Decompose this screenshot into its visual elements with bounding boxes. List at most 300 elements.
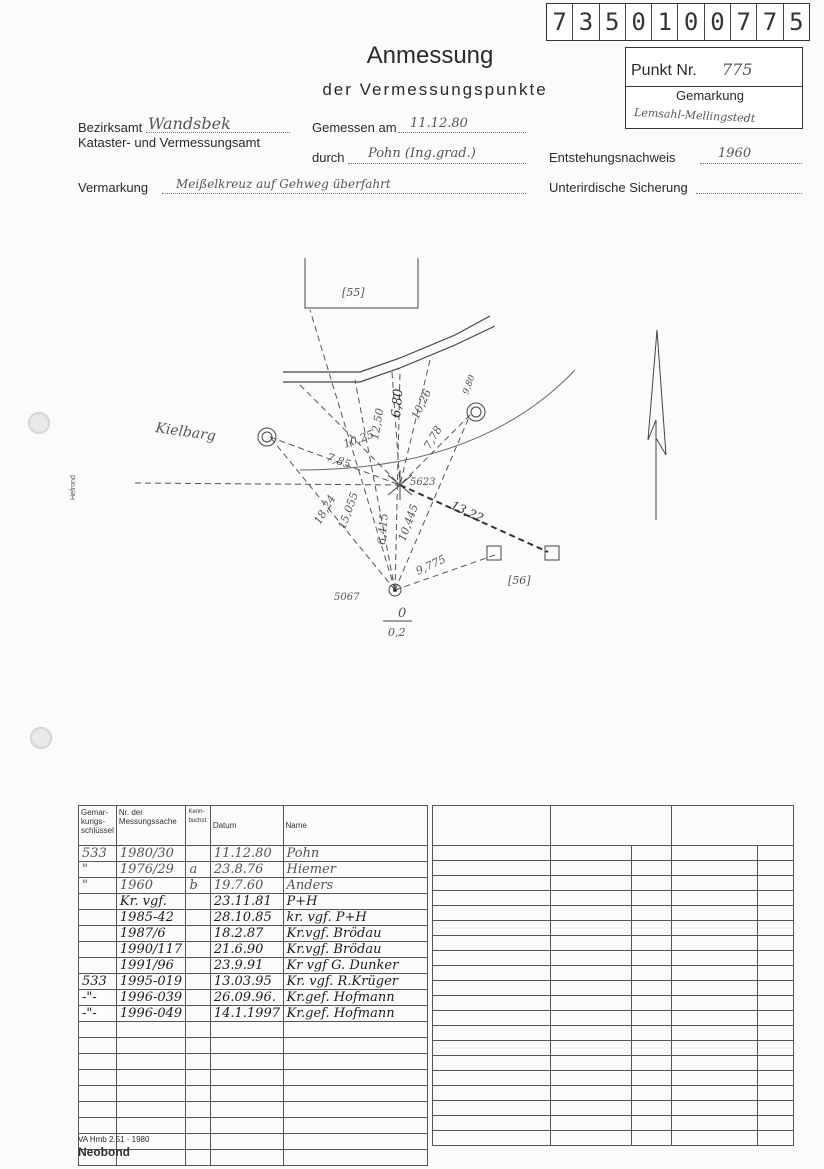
id-digit: 5	[789, 8, 804, 36]
table-row	[433, 996, 794, 1011]
table-cell	[758, 906, 794, 921]
table-cell-name	[283, 1070, 427, 1086]
table-row	[79, 1118, 428, 1134]
table-cell-nr: 1960	[116, 878, 186, 894]
street-label: Kielbarg	[154, 420, 217, 445]
page-title: Anmessung	[366, 42, 494, 69]
table-cell	[433, 876, 551, 891]
table-cell-datum: 23.11.81	[210, 894, 283, 910]
table-cell	[550, 861, 632, 876]
table-row	[79, 942, 428, 958]
table-cell-kenn	[186, 894, 210, 910]
table-cell-schluessel	[79, 1070, 117, 1086]
table-cell	[550, 1101, 632, 1116]
table-cell	[433, 1131, 551, 1146]
table-cell-schluessel: 533	[79, 974, 117, 990]
table-cell	[758, 1056, 794, 1071]
table-row	[433, 1056, 794, 1071]
table-cell-nr: 1996-049	[116, 1006, 186, 1022]
north-arrow-icon	[648, 330, 657, 520]
id-digit: 0	[626, 4, 652, 40]
table-cell-name: kr. vgf. P+H	[283, 910, 427, 926]
table-cell-schluessel	[79, 1054, 117, 1070]
origin-label: 0	[398, 606, 407, 621]
table-cell-nr: 1987/6	[116, 926, 186, 942]
table-row	[79, 1086, 428, 1102]
table-cell-kenn	[186, 942, 210, 958]
table-cell	[632, 846, 672, 861]
entstehung-label: Entstehungsnachweis	[549, 150, 676, 165]
table-cell	[632, 936, 672, 951]
center-label: 5623	[410, 477, 436, 488]
table-row	[433, 936, 794, 951]
table-row	[79, 1022, 428, 1038]
empty-table	[432, 805, 794, 1146]
table-cell-datum: 18.2.87	[210, 926, 283, 942]
table-cell	[550, 906, 632, 921]
dim-label: 10,26	[408, 387, 435, 422]
table-cell	[632, 981, 672, 996]
table-cell	[632, 1026, 672, 1041]
table-cell	[758, 921, 794, 936]
table-cell-nr	[116, 1022, 186, 1038]
table-cell	[672, 806, 794, 846]
table-cell-schluessel: -"-	[79, 990, 117, 1006]
table-cell	[433, 921, 551, 936]
table-cell-name: Kr vgf G. Dunker	[283, 958, 427, 974]
table-cell-kenn	[186, 1070, 210, 1086]
table-cell-nr	[116, 1102, 186, 1118]
table-cell-datum	[210, 1022, 283, 1038]
table-cell	[550, 876, 632, 891]
table-cell-name	[283, 1118, 427, 1134]
table-cell	[672, 876, 758, 891]
unterirdische-label: Unterirdische Sicherung	[549, 180, 688, 195]
id-digit: 7	[757, 4, 783, 40]
table-cell	[758, 996, 794, 1011]
table-cell-nr	[116, 1118, 186, 1134]
table-cell	[433, 906, 551, 921]
id-digit: 7	[731, 4, 757, 40]
vermarkung-value: Meißelkreuz auf Gehweg überfahrt	[176, 177, 391, 191]
kataster-label: Kataster- und Vermessungsamt	[78, 135, 261, 150]
table-cell	[433, 996, 551, 1011]
table-cell	[672, 1056, 758, 1071]
table-cell	[672, 891, 758, 906]
table-cell-datum	[210, 1134, 283, 1150]
table-cell-kenn: a	[186, 862, 210, 878]
table-cell-kenn	[186, 958, 210, 974]
table-cell	[672, 1041, 758, 1056]
table-cell-kenn: b	[186, 878, 210, 894]
table-cell	[632, 996, 672, 1011]
table-cell-nr: Kr. vgf.	[116, 894, 186, 910]
table-row	[79, 1006, 428, 1022]
table-cell	[632, 1116, 672, 1131]
table-row	[433, 861, 794, 876]
table-cell-nr	[116, 1070, 186, 1086]
id-digit: 0	[678, 4, 704, 40]
table-row	[433, 1101, 794, 1116]
table-cell	[758, 1071, 794, 1086]
gemessen-value: 11.12.80	[410, 116, 468, 131]
table-cell	[672, 996, 758, 1011]
bezirksamt-label: Bezirksamt	[78, 120, 143, 135]
box-label: [56]	[508, 574, 531, 587]
table-row	[433, 891, 794, 906]
table-cell	[758, 1026, 794, 1041]
table-cell	[433, 891, 551, 906]
table-cell	[550, 1026, 632, 1041]
dim-label: 6,415	[375, 512, 391, 546]
table-cell-schluessel: "	[79, 878, 117, 894]
table-cell-schluessel	[79, 910, 117, 926]
table-cell	[672, 846, 758, 861]
table-cell	[632, 1011, 672, 1026]
dim-label: 7,85	[324, 450, 353, 472]
table-cell-kenn	[186, 1022, 210, 1038]
table-cell	[672, 1011, 758, 1026]
table-row	[79, 958, 428, 974]
table-cell-name	[283, 1086, 427, 1102]
table-cell-name: Kr.gef. Hofmann	[283, 1006, 427, 1022]
table-cell-nr	[116, 1086, 186, 1102]
table-cell	[550, 1011, 632, 1026]
table-cell	[550, 936, 632, 951]
wall-line	[283, 316, 490, 372]
table-row	[433, 1071, 794, 1086]
table-row	[79, 1102, 428, 1118]
table-cell	[632, 906, 672, 921]
table-row	[433, 876, 794, 891]
table-cell	[433, 1071, 551, 1086]
table-cell	[433, 1026, 551, 1041]
table-cell-nr: 1980/30	[116, 846, 186, 862]
table-cell-nr: 1995-019	[116, 974, 186, 990]
origin-sub: 0,2	[388, 626, 406, 639]
table-cell-schluessel: 533	[79, 846, 117, 862]
table-row	[433, 921, 794, 936]
table-row	[79, 1038, 428, 1054]
table-cell-schluessel	[79, 1038, 117, 1054]
col-header: Datum	[210, 806, 283, 846]
dim-label: 10,445	[395, 502, 421, 544]
table-cell-datum: 23.8.76	[210, 862, 283, 878]
table-cell-datum: 14.1.1997	[210, 1006, 283, 1022]
table-row	[433, 966, 794, 981]
table-cell-kenn	[186, 1038, 210, 1054]
dim-label: 18,24	[311, 492, 339, 527]
table-cell-name: Anders	[283, 878, 427, 894]
table-cell-datum	[210, 1086, 283, 1102]
table-cell-name: Hiemer	[283, 862, 427, 878]
building-outline	[305, 258, 418, 308]
table-cell-datum	[210, 1038, 283, 1054]
bottom-label: 5067	[334, 592, 360, 603]
punkt-value: 775	[722, 60, 753, 79]
table-cell-nr	[116, 1054, 186, 1070]
table-row	[79, 878, 428, 894]
table-cell	[433, 1041, 551, 1056]
table-row	[79, 974, 428, 990]
dim-label: 7,78	[421, 423, 445, 452]
table-row	[79, 846, 428, 862]
table-row	[79, 926, 428, 942]
table-cell	[433, 1011, 551, 1026]
table-cell	[758, 951, 794, 966]
table-cell-name: P+H	[283, 894, 427, 910]
table-cell-name	[283, 1038, 427, 1054]
table-cell	[672, 921, 758, 936]
table-cell	[758, 876, 794, 891]
table-cell	[550, 1116, 632, 1131]
entstehung-value: 1960	[718, 146, 752, 161]
table-cell	[632, 1041, 672, 1056]
table-cell-kenn	[186, 1054, 210, 1070]
table-cell	[672, 1026, 758, 1041]
table-cell-kenn	[186, 926, 210, 942]
table-row	[79, 894, 428, 910]
table-cell-datum	[210, 1102, 283, 1118]
marker-box	[487, 546, 501, 560]
table-cell-kenn	[186, 1134, 210, 1150]
table-cell-schluessel	[79, 1118, 117, 1134]
table-cell-nr: 1991/96	[116, 958, 186, 974]
table-cell	[672, 906, 758, 921]
table-cell-schluessel	[79, 958, 117, 974]
vermarkung-label: Vermarkung	[78, 180, 149, 195]
table-cell	[672, 1101, 758, 1116]
table-cell	[632, 951, 672, 966]
table-cell-datum: 23.9.91	[210, 958, 283, 974]
table-cell	[758, 846, 794, 861]
table-cell	[433, 806, 551, 846]
table-cell	[433, 936, 551, 951]
table-cell-name: Kr.gef. Hofmann	[283, 990, 427, 1006]
table-cell-kenn	[186, 1102, 210, 1118]
table-cell	[672, 951, 758, 966]
table-cell-datum: 11.12.80	[210, 846, 283, 862]
table-cell	[758, 981, 794, 996]
table-row	[433, 906, 794, 921]
table-cell	[672, 1071, 758, 1086]
table-cell-kenn	[186, 910, 210, 926]
id-digit: 5	[600, 4, 626, 40]
table-row	[79, 862, 428, 878]
table-cell-datum: 26.09.96.	[210, 990, 283, 1006]
table-cell	[433, 1086, 551, 1101]
table-cell-name	[283, 1022, 427, 1038]
table-cell-name: Pohn	[283, 846, 427, 862]
table-cell	[758, 891, 794, 906]
table-cell	[550, 951, 632, 966]
table-cell	[672, 1086, 758, 1101]
table-row	[79, 1070, 428, 1086]
table-cell-datum: 28.10.85	[210, 910, 283, 926]
table-cell	[632, 861, 672, 876]
table-cell	[758, 1101, 794, 1116]
table-cell	[632, 1101, 672, 1116]
table-cell	[550, 846, 632, 861]
table-cell	[550, 1056, 632, 1071]
table-cell	[550, 1131, 632, 1146]
table-cell-kenn	[186, 1006, 210, 1022]
table-row	[433, 1116, 794, 1131]
table-cell-nr: 1990/117	[116, 942, 186, 958]
durch-label: durch	[312, 150, 345, 165]
table-cell-datum	[210, 1150, 283, 1166]
table-cell	[758, 1131, 794, 1146]
table-cell-datum: 19.7.60	[210, 878, 283, 894]
table-cell-kenn	[186, 1118, 210, 1134]
table-cell	[758, 936, 794, 951]
table-row	[433, 806, 794, 846]
table-row	[79, 1054, 428, 1070]
record-table	[78, 805, 428, 1166]
table-cell-name	[283, 1102, 427, 1118]
durch-value: Pohn (Ing.grad.)	[368, 146, 476, 161]
table-cell	[672, 1131, 758, 1146]
col-header: Nr. der Messungssache	[116, 806, 186, 846]
table-cell	[758, 1041, 794, 1056]
binder-hole	[30, 727, 52, 749]
table-cell-schluessel	[79, 942, 117, 958]
table-cell	[433, 846, 551, 861]
id-digit: 3	[573, 4, 599, 40]
table-cell-schluessel: -"-	[79, 1006, 117, 1022]
dim-label: 15,055	[335, 490, 361, 532]
table-cell-name: Kr.vgf. Brödau	[283, 926, 427, 942]
dim-label: 13,22	[448, 498, 486, 526]
punkt-label: Punkt Nr.	[631, 62, 697, 79]
table-cell-kenn	[186, 846, 210, 862]
table-cell-kenn	[186, 990, 210, 1006]
table-cell-kenn	[186, 974, 210, 990]
table-cell-name	[283, 1054, 427, 1070]
side-mark: Hefrond	[70, 475, 77, 500]
table-cell	[672, 966, 758, 981]
table-cell	[433, 981, 551, 996]
table-cell-kenn	[186, 1150, 210, 1166]
form-code: VA Hmb 2.51 · 1980	[78, 1135, 150, 1144]
dim-label: 9,80	[461, 373, 478, 397]
table-cell	[758, 1086, 794, 1101]
table-cell	[550, 1041, 632, 1056]
table-cell	[433, 1116, 551, 1131]
marker-circle	[258, 428, 276, 446]
table-cell	[672, 936, 758, 951]
col-header: Name	[283, 806, 427, 846]
table-row	[433, 1026, 794, 1041]
table-cell-name: Kr. vgf. R.Krüger	[283, 974, 427, 990]
table-cell	[672, 981, 758, 996]
table-row	[433, 1131, 794, 1146]
table-row	[79, 990, 428, 1006]
table-cell	[632, 1131, 672, 1146]
col-header: Gemar-kungs-schlüssel	[79, 806, 117, 846]
table-cell	[672, 861, 758, 876]
table-row	[433, 1041, 794, 1056]
table-cell-datum	[210, 1118, 283, 1134]
table-cell	[433, 1101, 551, 1116]
gemessen-label: Gemessen am	[312, 120, 397, 135]
table-cell	[550, 981, 632, 996]
table-cell	[672, 1116, 758, 1131]
table-row	[433, 1086, 794, 1101]
table-cell	[550, 966, 632, 981]
table-cell	[632, 891, 672, 906]
table-cell	[550, 1086, 632, 1101]
table-cell	[758, 1011, 794, 1026]
table-cell-datum: 13.03.95	[210, 974, 283, 990]
table-cell	[758, 861, 794, 876]
dim-label: 10,25	[341, 427, 376, 451]
building-label: [55]	[342, 286, 365, 299]
table-row	[79, 1150, 428, 1166]
table-row	[79, 910, 428, 926]
brand-label: Neobond	[78, 1145, 130, 1159]
table-cell	[632, 1086, 672, 1101]
id-digit: 0	[705, 4, 731, 40]
table-cell-nr	[116, 1038, 186, 1054]
table-cell-name	[283, 1134, 427, 1150]
table-row	[433, 846, 794, 861]
page-subtitle: der Vermessungspunkte	[322, 80, 548, 99]
marker-circle	[467, 403, 485, 421]
bezirksamt-value: Wandsbek	[148, 114, 231, 133]
table-cell-datum	[210, 1070, 283, 1086]
table-cell-datum	[210, 1054, 283, 1070]
table-cell	[632, 1071, 672, 1086]
table-cell	[632, 876, 672, 891]
table-cell-nr: 1996-039	[116, 990, 186, 1006]
table-cell-datum: 21.6.90	[210, 942, 283, 958]
marker-box	[545, 546, 559, 560]
table-cell	[758, 1116, 794, 1131]
table-cell	[433, 1056, 551, 1071]
table-cell-schluessel	[79, 894, 117, 910]
id-digit: 7	[547, 4, 573, 40]
table-cell	[632, 1056, 672, 1071]
dim-label: 12,50	[368, 407, 387, 441]
table-cell-schluessel	[79, 1102, 117, 1118]
table-cell	[433, 951, 551, 966]
dim-label: 9,775	[413, 552, 448, 578]
table-cell	[550, 1071, 632, 1086]
table-cell	[433, 966, 551, 981]
gemarkung-value: Lemsahl-Mellingstedt	[633, 105, 756, 126]
table-cell-name	[283, 1150, 427, 1166]
table-cell-nr: 1985-42	[116, 910, 186, 926]
table-cell	[550, 806, 672, 846]
table-cell	[550, 891, 632, 906]
table-cell-schluessel	[79, 926, 117, 942]
table-cell	[758, 966, 794, 981]
table-cell-schluessel: "	[79, 862, 117, 878]
table-cell-schluessel	[79, 1022, 117, 1038]
table-row	[433, 1011, 794, 1026]
table-cell	[632, 966, 672, 981]
col-header: Kenn-buchst.	[186, 806, 210, 846]
table-row	[433, 981, 794, 996]
id-digit: 1	[652, 4, 678, 40]
table-cell-nr: 1976/29	[116, 862, 186, 878]
table-cell	[550, 996, 632, 1011]
dim-label: 6,80	[389, 388, 407, 419]
table-cell	[550, 921, 632, 936]
table-row	[433, 951, 794, 966]
table-cell-name: Kr.vgf. Brödau	[283, 942, 427, 958]
